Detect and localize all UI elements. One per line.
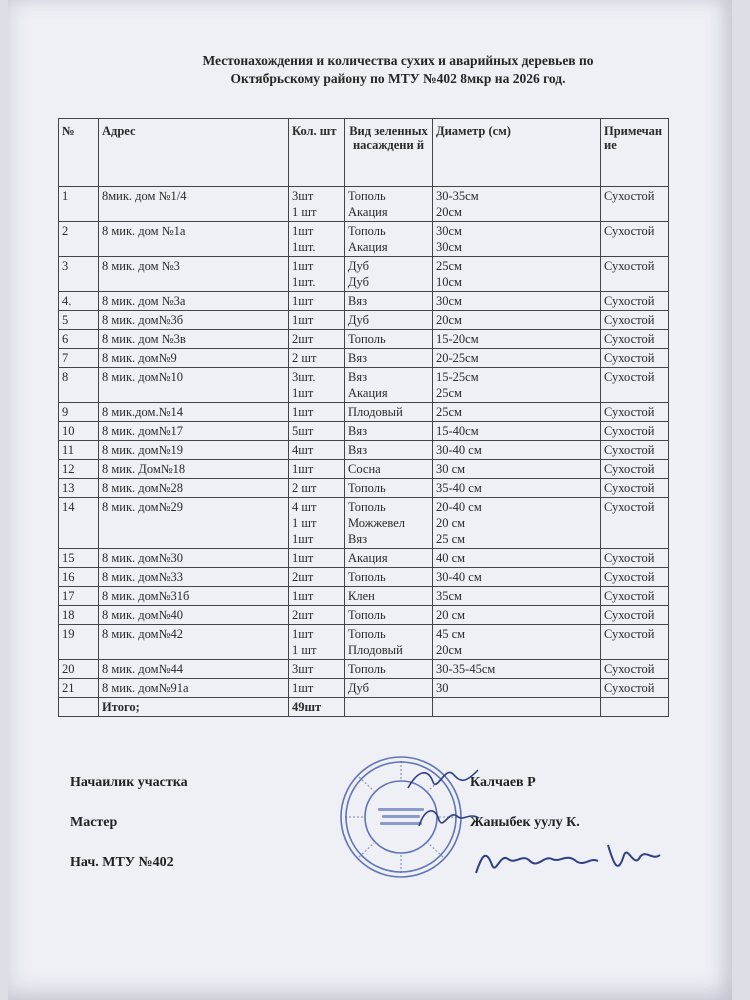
table-row xyxy=(59,330,669,349)
row-note: Сухостой xyxy=(601,222,669,257)
row-diameter xyxy=(433,549,601,568)
table-row xyxy=(59,568,669,587)
row-num: 12 xyxy=(59,460,99,479)
row-type xyxy=(345,660,433,679)
row-address: 8 мик. дом№91а xyxy=(99,679,289,698)
row-diameter xyxy=(433,460,601,479)
row-address: 8 мик. Дом№18 xyxy=(99,460,289,479)
row-type xyxy=(345,441,433,460)
row-diameter-line: 40 см xyxy=(436,551,466,565)
row-diameter-line: 30см xyxy=(436,224,462,238)
row-diameter-line: 30-35см xyxy=(436,189,479,203)
row-type-line: Сосна xyxy=(348,462,381,476)
row-num: 11 xyxy=(59,441,99,460)
row-type-line: Плодовый xyxy=(348,405,403,419)
row-type xyxy=(345,222,433,257)
table-header-row xyxy=(59,119,669,187)
row-num: 17 xyxy=(59,587,99,606)
row-type-line: Тополь xyxy=(348,627,386,641)
row-qty-line: 3шт xyxy=(292,189,314,203)
row-qty xyxy=(289,549,345,568)
total-row xyxy=(59,698,669,717)
chief-label: Начаилик участка xyxy=(70,775,188,790)
row-qty-line: 1шт. xyxy=(292,240,316,254)
row-address: 8 мик. дом№30 xyxy=(99,549,289,568)
total-label: Итого; xyxy=(99,698,289,717)
row-address: 8 мик. дом№44 xyxy=(99,660,289,679)
row-type xyxy=(345,679,433,698)
table-row xyxy=(59,498,669,549)
row-diameter-line: 45 см xyxy=(436,627,466,641)
row-num: 4. xyxy=(59,292,99,311)
row-diameter-line: 15-40см xyxy=(436,424,479,438)
row-note: Сухостой xyxy=(601,422,669,441)
row-num: 15 xyxy=(59,549,99,568)
row-type-line: Вяз xyxy=(348,443,368,457)
table-row xyxy=(59,257,669,292)
row-type-line: Тополь xyxy=(348,189,386,203)
row-qty xyxy=(289,568,345,587)
row-qty xyxy=(289,349,345,368)
row-type xyxy=(345,625,433,660)
trees-table xyxy=(58,118,669,717)
row-note: Сухостой xyxy=(601,441,669,460)
row-qty-line: 2 шт xyxy=(292,351,317,365)
row-address: 8 мик. дом №3а xyxy=(99,292,289,311)
row-qty-line: 2шт xyxy=(292,332,314,346)
row-qty-line: 1 шт xyxy=(292,643,317,657)
header-diameter: Диаметр (см) xyxy=(433,119,601,187)
row-num: 14 xyxy=(59,498,99,549)
row-diameter-line: 25см xyxy=(436,386,462,400)
row-diameter xyxy=(433,625,601,660)
table-row xyxy=(59,549,669,568)
row-type-line: Тополь xyxy=(348,570,386,584)
master-name: Жаныбек уулу К. xyxy=(470,815,580,830)
row-num: 13 xyxy=(59,479,99,498)
row-diameter xyxy=(433,479,601,498)
row-note: Сухостой xyxy=(601,403,669,422)
table-row xyxy=(59,368,669,403)
row-qty-line: 3шт xyxy=(292,662,314,676)
row-qty-line: 1шт xyxy=(292,551,314,565)
row-diameter xyxy=(433,403,601,422)
row-diameter-line: 15-20см xyxy=(436,332,479,346)
row-type xyxy=(345,330,433,349)
row-diameter-line: 35см xyxy=(436,589,462,603)
row-qty xyxy=(289,679,345,698)
row-type xyxy=(345,349,433,368)
row-diameter xyxy=(433,292,601,311)
row-diameter xyxy=(433,498,601,549)
row-num: 5 xyxy=(59,311,99,330)
row-diameter-line: 35-40 см xyxy=(436,481,482,495)
row-type-line: Тополь xyxy=(348,500,386,514)
row-diameter xyxy=(433,311,601,330)
row-type xyxy=(345,479,433,498)
row-num: 9 xyxy=(59,403,99,422)
table-row xyxy=(59,625,669,660)
total-empty-cell xyxy=(59,698,99,717)
row-qty-line: 1шт xyxy=(292,294,314,308)
table-row xyxy=(59,441,669,460)
row-type-line: Дуб xyxy=(348,275,369,289)
row-type xyxy=(345,568,433,587)
row-qty xyxy=(289,292,345,311)
row-note: Сухостой xyxy=(601,368,669,403)
row-note: Сухостой xyxy=(601,587,669,606)
row-diameter xyxy=(433,441,601,460)
row-qty xyxy=(289,257,345,292)
title-line-1: Местонахождения и количества сухих и аварийных деревьев по xyxy=(202,53,594,68)
row-note: Сухостой xyxy=(601,606,669,625)
row-num: 21 xyxy=(59,679,99,698)
row-diameter xyxy=(433,257,601,292)
row-qty xyxy=(289,187,345,222)
row-type-line: Можжевел xyxy=(348,516,406,530)
document-page xyxy=(8,0,732,1000)
table-row xyxy=(59,292,669,311)
row-diameter-line: 20-25см xyxy=(436,351,479,365)
row-type-line: Вяз xyxy=(348,351,368,365)
row-note: Сухостой xyxy=(601,187,669,222)
row-note: Сухостой xyxy=(601,498,669,549)
signature-head-icon xyxy=(468,835,668,890)
row-qty-line: 1шт xyxy=(292,589,314,603)
row-diameter-line: 30-40 см xyxy=(436,443,482,457)
row-address: 8 мик. дом №3 xyxy=(99,257,289,292)
row-qty xyxy=(289,330,345,349)
row-address: 8 мик. дом№9 xyxy=(99,349,289,368)
row-qty xyxy=(289,222,345,257)
header-address: Адрес xyxy=(99,119,289,187)
row-qty-line: 1шт xyxy=(292,259,314,273)
row-diameter-line: 25 см xyxy=(436,532,466,546)
row-address: 8 мик. дом№31б xyxy=(99,587,289,606)
row-diameter-line: 20-40 см xyxy=(436,500,482,514)
row-qty xyxy=(289,368,345,403)
table-row xyxy=(59,222,669,257)
row-type-line: Дуб xyxy=(348,313,369,327)
row-type-line: Тополь xyxy=(348,224,386,238)
row-address: 8 мик. дом№29 xyxy=(99,498,289,549)
row-qty xyxy=(289,587,345,606)
row-qty-line: 2 шт xyxy=(292,481,317,495)
row-qty xyxy=(289,422,345,441)
row-type xyxy=(345,368,433,403)
row-num: 8 xyxy=(59,368,99,403)
row-address: 8 мик. дом№10 xyxy=(99,368,289,403)
document-title xyxy=(128,52,668,88)
row-diameter xyxy=(433,187,601,222)
total-empty-cell xyxy=(345,698,433,717)
row-diameter-line: 30 xyxy=(436,681,449,695)
row-type xyxy=(345,292,433,311)
row-note: Сухостой xyxy=(601,330,669,349)
row-qty-line: 1шт xyxy=(292,627,314,641)
row-qty xyxy=(289,625,345,660)
row-address: 8 мик. дом№42 xyxy=(99,625,289,660)
title-line-2: Октябрьскому району по МТУ №402 8мкр на 2026 год. xyxy=(230,71,566,86)
row-num: 3 xyxy=(59,257,99,292)
row-qty xyxy=(289,460,345,479)
head-label: Нач. МТУ №402 xyxy=(70,855,174,870)
row-type xyxy=(345,606,433,625)
row-type-line: Вяз xyxy=(348,370,368,384)
row-type xyxy=(345,422,433,441)
row-address: 8мик. дом №1/4 xyxy=(99,187,289,222)
row-diameter xyxy=(433,330,601,349)
row-diameter-line: 30 см xyxy=(436,462,466,476)
row-note: Сухостой xyxy=(601,257,669,292)
row-num: 16 xyxy=(59,568,99,587)
row-qty xyxy=(289,311,345,330)
row-diameter-line: 30см xyxy=(436,294,462,308)
row-qty xyxy=(289,479,345,498)
row-qty-line: 1шт xyxy=(292,532,314,546)
row-qty xyxy=(289,403,345,422)
row-type xyxy=(345,460,433,479)
header-qty: Кол. шт xyxy=(289,119,345,187)
row-qty-line: 2шт xyxy=(292,570,314,584)
row-note: Сухостой xyxy=(601,460,669,479)
table-row xyxy=(59,479,669,498)
row-num: 19 xyxy=(59,625,99,660)
row-address: 8 мик. дом№19 xyxy=(99,441,289,460)
row-num: 7 xyxy=(59,349,99,368)
row-note: Сухостой xyxy=(601,625,669,660)
row-qty xyxy=(289,441,345,460)
total-empty-cell xyxy=(601,698,669,717)
row-num: 10 xyxy=(59,422,99,441)
row-qty-line: 1шт xyxy=(292,224,314,238)
row-note: Сухостой xyxy=(601,660,669,679)
row-type xyxy=(345,498,433,549)
row-num: 2 xyxy=(59,222,99,257)
row-diameter xyxy=(433,606,601,625)
row-type-line: Дуб xyxy=(348,681,369,695)
table-row xyxy=(59,679,669,698)
header-num: № xyxy=(59,119,99,187)
row-type-line: Вяз xyxy=(348,532,368,546)
row-diameter-line: 20см xyxy=(436,643,462,657)
row-address: 8 мик. дом№33 xyxy=(99,568,289,587)
table-row xyxy=(59,349,669,368)
table-row xyxy=(59,660,669,679)
table-body xyxy=(59,187,669,698)
table-row xyxy=(59,403,669,422)
row-type-line: Тополь xyxy=(348,608,386,622)
row-diameter-line: 20см xyxy=(436,313,462,327)
row-type-line: Дуб xyxy=(348,259,369,273)
row-type xyxy=(345,549,433,568)
table-row xyxy=(59,587,669,606)
row-diameter xyxy=(433,660,601,679)
table-row xyxy=(59,460,669,479)
table-row xyxy=(59,422,669,441)
master-label: Мастер xyxy=(70,815,118,830)
row-diameter-line: 25см xyxy=(436,405,462,419)
row-diameter xyxy=(433,587,601,606)
row-address: 8 мик. дом №1а xyxy=(99,222,289,257)
total-empty-cell xyxy=(433,698,601,717)
row-type-line: Тополь xyxy=(348,332,386,346)
row-type-line: Вяз xyxy=(348,424,368,438)
row-address: 8 мик.дом.№14 xyxy=(99,403,289,422)
row-address: 8 мик. дом№17 xyxy=(99,422,289,441)
row-diameter xyxy=(433,349,601,368)
row-qty xyxy=(289,606,345,625)
chief-name: Калчаев Р xyxy=(470,775,536,790)
row-diameter xyxy=(433,222,601,257)
row-qty-line: 1шт xyxy=(292,386,314,400)
row-type xyxy=(345,403,433,422)
row-note: Сухостой xyxy=(601,549,669,568)
row-qty xyxy=(289,660,345,679)
row-qty-line: 1шт xyxy=(292,462,314,476)
row-qty-line: 1шт xyxy=(292,405,314,419)
row-qty-line: 3шт. xyxy=(292,370,316,384)
row-qty-line: 1шт. xyxy=(292,275,316,289)
table-row xyxy=(59,311,669,330)
row-qty-line: 1шт xyxy=(292,681,314,695)
row-diameter-line: 20 см xyxy=(436,516,466,530)
row-type xyxy=(345,311,433,330)
signature-chief-icon xyxy=(403,760,483,800)
row-diameter-line: 10см xyxy=(436,275,462,289)
row-diameter-line: 20см xyxy=(436,205,462,219)
row-type-line: Вяз xyxy=(348,294,368,308)
row-type-line: Акация xyxy=(348,205,388,219)
row-qty-line: 4 шт xyxy=(292,500,317,514)
row-qty-line: 1шт xyxy=(292,313,314,327)
row-address: 8 мик. дом№28 xyxy=(99,479,289,498)
row-address: 8 мик. дом№40 xyxy=(99,606,289,625)
row-qty-line: 1 шт xyxy=(292,516,317,530)
row-note: Сухостой xyxy=(601,292,669,311)
row-diameter-line: 30-35-45см xyxy=(436,662,496,676)
row-diameter-line: 20 см xyxy=(436,608,466,622)
row-type xyxy=(345,257,433,292)
row-address: 8 мик. дом №3в xyxy=(99,330,289,349)
row-diameter-line: 30см xyxy=(436,240,462,254)
row-num: 20 xyxy=(59,660,99,679)
row-diameter-line: 30-40 см xyxy=(436,570,482,584)
row-num: 18 xyxy=(59,606,99,625)
row-qty-line: 4шт xyxy=(292,443,314,457)
row-note: Сухостой xyxy=(601,311,669,330)
row-type-line: Акация xyxy=(348,551,388,565)
row-qty-line: 1 шт xyxy=(292,205,317,219)
row-type xyxy=(345,187,433,222)
row-type-line: Тополь xyxy=(348,662,386,676)
row-note: Сухостой xyxy=(601,479,669,498)
row-note: Сухостой xyxy=(601,679,669,698)
header-note: Примечан ие xyxy=(601,119,669,187)
row-diameter xyxy=(433,568,601,587)
row-type-line: Акация xyxy=(348,240,388,254)
table-row xyxy=(59,187,669,222)
row-type-line: Тополь xyxy=(348,481,386,495)
total-value: 49шт xyxy=(289,698,345,717)
row-type-line: Акация xyxy=(348,386,388,400)
row-diameter xyxy=(433,368,601,403)
row-type xyxy=(345,587,433,606)
row-diameter-line: 25см xyxy=(436,259,462,273)
row-qty xyxy=(289,498,345,549)
row-note: Сухостой xyxy=(601,568,669,587)
row-diameter-line: 15-25см xyxy=(436,370,479,384)
row-num: 1 xyxy=(59,187,99,222)
row-num: 6 xyxy=(59,330,99,349)
row-type-line: Клен xyxy=(348,589,375,603)
row-address: 8 мик. дом№3б xyxy=(99,311,289,330)
row-qty-line: 2шт xyxy=(292,608,314,622)
row-type-line: Плодовый xyxy=(348,643,403,657)
header-type: Вид зеленных насаждени й xyxy=(345,119,433,187)
signature-master-icon xyxy=(413,800,483,838)
row-qty-line: 5шт xyxy=(292,424,314,438)
row-note: Сухостой xyxy=(601,349,669,368)
row-diameter xyxy=(433,679,601,698)
row-diameter xyxy=(433,422,601,441)
table-row xyxy=(59,606,669,625)
